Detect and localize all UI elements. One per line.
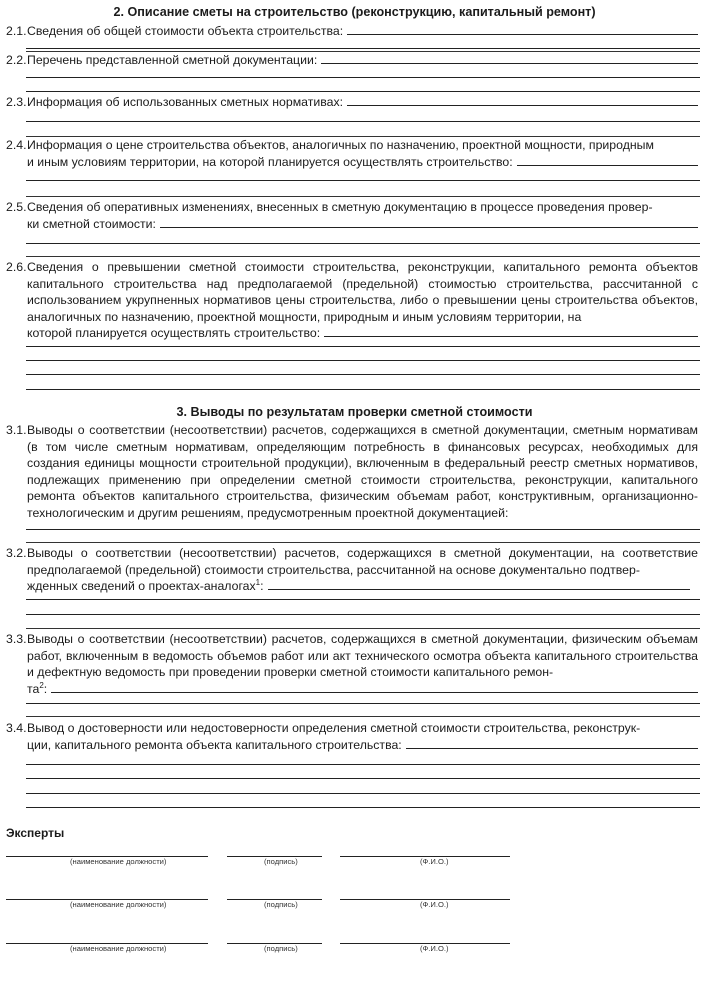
name-caption: (Ф.И.О.) [420,900,449,909]
fill-line[interactable] [26,91,700,92]
fill-line[interactable] [321,52,698,64]
fill-line[interactable] [26,599,700,600]
fill-line[interactable] [26,807,700,808]
fill-line[interactable] [26,793,700,794]
item-3-1 [6,422,698,522]
signature-caption: (подпись) [264,900,298,909]
fill-line[interactable] [26,389,700,390]
item-number: 2.1. [6,24,27,38]
fill-line[interactable] [406,737,698,749]
item-text: Перечень представленной сметной документации: [27,53,318,67]
fill-line[interactable] [26,614,700,615]
item-text: $та^2$: [27,680,48,696]
fill-line[interactable] [26,180,700,181]
item-number: 3.2. [6,546,27,560]
experts-title: Эксперты [6,826,65,840]
signature-caption: (подпись) [264,944,298,953]
item-2-1 [6,23,698,40]
divider [26,196,700,197]
fill-line[interactable] [347,23,698,35]
footnote-mark: 2 [39,680,44,690]
signature-caption: (подпись) [264,857,298,866]
divider [26,256,700,257]
position-caption: (наименование должности) [70,857,167,866]
item-text: Информация о цене строительства объектов, аналогичных по назначению, проектной мощности, природным [27,138,654,152]
item-2-3 [6,94,698,111]
item-3-3 [6,631,698,697]
fill-line[interactable] [26,48,700,49]
item-2-2 [6,52,698,69]
fill-line[interactable] [26,703,700,704]
fill-line[interactable] [26,778,700,779]
item-text: и иным условиям территории, на которой планируется осуществлять строительство: [27,154,513,169]
divider [26,628,700,629]
fill-line[interactable] [51,681,698,693]
item-2-6 [6,259,698,342]
item-text: Сведения об общей стоимости объекта строительства: [27,24,344,38]
item-text: которой планируется осуществлять строительство: [27,326,321,341]
fill-line[interactable] [26,346,700,347]
item-2-4 [6,137,698,170]
divider [26,542,700,543]
section-2-heading: 2. Описание сметы на строительство (реконструкцию, капитальный ремонт) [113,5,596,19]
item-3-4 [6,720,698,753]
name-caption: (Ф.И.О.) [420,857,449,866]
fill-line[interactable] [347,94,698,106]
fill-line[interactable] [26,77,700,78]
position-caption: (наименование должности) [70,944,167,953]
item-text: Выводы о соответствии (несоответствии) расчетов, содержащихся в сметной документации, физическим объемам работ, включенным в ведомость объемов работ или акт технического осмотра объекта капитального строительства и дефектную ведомость при проведении проверки сметной стоимости капитального ремон- [27,632,698,680]
fill-line[interactable] [26,374,700,375]
item-text: Сведения об оперативных изменениях, внесенных в сметную документацию в процессе проведения провер- [27,200,653,214]
fill-line[interactable] [517,154,698,166]
item-number: 2.3. [6,95,27,109]
item-text: ции, капитального ремонта объекта капитального строительства: [27,737,402,752]
item-number: 3.1. [6,423,27,437]
fill-line[interactable] [160,216,698,228]
fill-line[interactable] [26,243,700,244]
item-text: Выводы о соответствии (несоответствии) расчетов, содержащихся в сметной документации, на соответствие предполагаемой (предельной) стоимости строительства, рассчитанной на основе документально подтвер- [27,546,698,577]
position-caption: (наименование должности) [70,900,167,909]
fill-line[interactable] [26,121,700,122]
item-3-2 [6,545,698,595]
item-text: Вывод о достоверности или недостоверности определения сметной стоимости строительства, реконструк- [27,721,641,735]
item-number: 2.2. [6,53,27,67]
fill-line[interactable] [26,360,700,361]
item-text: ки сметной стоимости: [27,216,156,231]
fill-line[interactable] [324,325,698,337]
divider [26,716,700,717]
fill-line[interactable] [268,578,690,590]
section-3-heading: 3. Выводы по результатам проверки сметной стоимости [176,405,533,419]
name-caption: (Ф.И.О.) [420,944,449,953]
item-text: жденных сведений о проектах-аналогах$^1$: [27,578,264,594]
fill-line[interactable] [26,764,700,765]
item-number: 2.4. [6,138,27,152]
item-number: 2.5. [6,200,27,214]
footnote-mark: 1 [255,578,261,588]
item-number: 2.6. [6,260,27,274]
item-2-5 [6,199,698,232]
item-text: Выводы о соответствии (несоответствии) расчетов, содержащихся в сметной документации, сметным нормативам (в том числе сметным нормативам, определяющим потребность в финансовых ресурсах, необходимых для создания единицы мощности строительной продукции), включенным в федеральный реестр сметных нормативов, подлежащих применению при определении сметной стоимости строительства, реконструкции, капитального ремонта объектов капитального строительства, физическим объемам работ, конструктивным, организационно-технологическим и другим решениям, предусмотренным проектной документацией: [27,423,698,520]
item-text: Сведения о превышении сметной стоимости строительства, реконструкции, капитального ремонта объектов капитального строительства над предполагаемой (предельной) стоимостью строительства, рассчитанной с использованием укрупненных нормативов цены строительства, либо о превышении цены строительства объектов, аналогичных по назначению, проектной мощности, природным и иным условиям территории, на [27,260,698,324]
fill-line[interactable] [26,529,700,530]
item-number: 3.4. [6,721,27,735]
item-number: 3.3. [6,632,27,646]
item-text: Информация об использованных сметных нормативах: [27,95,344,109]
